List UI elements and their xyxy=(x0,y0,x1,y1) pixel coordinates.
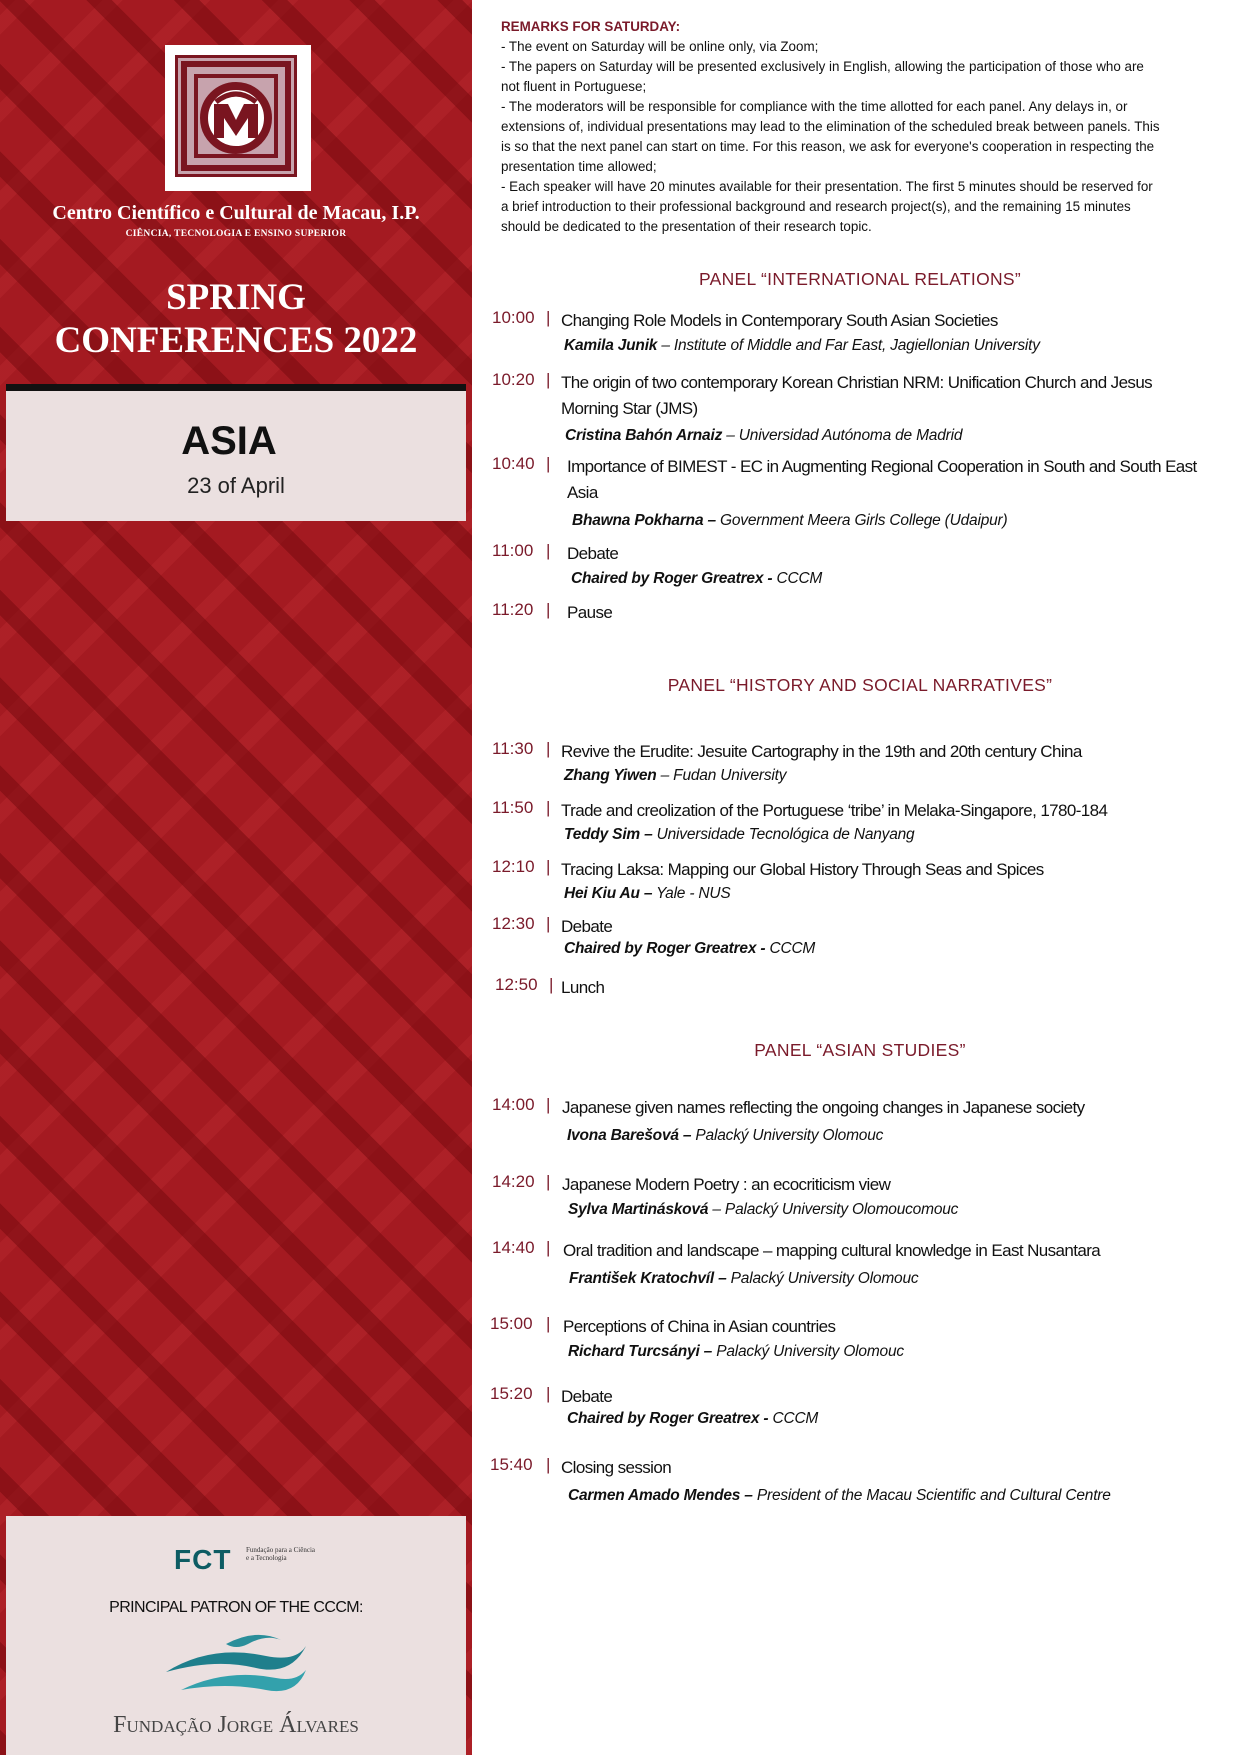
remark-item: - The event on Saturday will be online only, via Zoom; xyxy=(501,39,819,54)
speaker-line xyxy=(564,826,914,844)
talk-title: Pause xyxy=(567,603,613,622)
session-time: 11:30 xyxy=(492,739,534,758)
time-separator: | xyxy=(546,798,551,817)
speaker-affiliation: Palacký University Olomouc xyxy=(730,1270,919,1287)
talk-title: Importance of BIMEST - EC in Augmenting Regional Cooperation in South and South East Asia xyxy=(567,457,1197,502)
remark-item: - Each speaker will have 20 minutes available for their presentation. The first 5 minutes should be reserved for a brief introduction to their professional background and research project(s), and the remaining 15 minutes should be dedicated to the presentation of their research topic. xyxy=(501,179,1153,234)
fct-logo-icon: FCT xyxy=(174,1544,232,1575)
session-time: 14:00 xyxy=(492,1095,535,1114)
session-time: 15:20 xyxy=(490,1384,533,1403)
event-theme: ASIA xyxy=(181,419,277,463)
speaker-line xyxy=(569,1270,918,1288)
session-time: 11:20 xyxy=(492,600,534,619)
time-separator: | xyxy=(546,1455,551,1474)
speaker-affiliation: CCCM xyxy=(769,940,816,957)
remark-item: - The moderators will be responsible for compliance with the time allotted for each panel. Any delays in, or extensions of, individual presentations may lead to the elimination of the scheduled break between panels. This is so that the next panel can start on time. For this reason, we ask for everyone's cooperation in respecting the presentation time allowed; xyxy=(501,99,1160,174)
speaker-name: Carmen Amado Mendes – xyxy=(568,1487,753,1504)
session-time: 15:00 xyxy=(490,1314,533,1333)
speaker-line xyxy=(565,427,962,445)
time-separator: | xyxy=(546,1384,551,1403)
time-separator: | xyxy=(546,370,551,389)
talk-title: Tracing Laksa: Mapping our Global History Through Seas and Spices xyxy=(561,860,1044,879)
remark-item: - The papers on Saturday will be presented exclusively in English, allowing the participation of those who are not fluent in Portuguese; xyxy=(501,59,1144,94)
speaker-name: Chaired by Roger Greatrex - xyxy=(564,940,766,957)
speaker-name: Richard Turcsányi – xyxy=(568,1343,713,1360)
event-theme-box xyxy=(6,384,466,521)
session-time: 10:00 xyxy=(492,308,535,327)
patron-box xyxy=(6,1516,466,1755)
speaker-affiliation: Yale - NUS xyxy=(656,885,731,902)
session-time: 12:10 xyxy=(492,857,535,876)
speaker-line xyxy=(567,1410,818,1428)
session-time: 12:50 xyxy=(495,975,538,994)
fja-waves-icon xyxy=(156,1626,316,1706)
cccm-logo-icon xyxy=(165,45,311,191)
speaker-affiliation: – Palacký University Olomoucomouc xyxy=(712,1201,959,1218)
time-separator: | xyxy=(546,739,551,758)
speaker-name: Ivona Barešová – xyxy=(567,1127,692,1144)
time-separator: | xyxy=(546,1095,551,1114)
speaker-affiliation: CCCM xyxy=(772,1410,819,1427)
speaker-affiliation: CCCM xyxy=(776,570,823,587)
talk-title: Japanese given names reflecting the ongoing changes in Japanese society xyxy=(562,1098,1085,1117)
session-time: 10:20 xyxy=(492,370,535,389)
remarks-block xyxy=(501,17,1161,237)
talk-title: Oral tradition and landscape – mapping cultural knowledge in East Nusantara xyxy=(563,1241,1101,1260)
panel-title: PANEL “ASIAN STUDIES” xyxy=(754,1040,966,1060)
speaker-affiliation: – Universidad Autónoma de Madrid xyxy=(726,427,963,444)
talk-title: Closing session xyxy=(561,1458,672,1477)
speaker-name: Chaired by Roger Greatrex - xyxy=(571,570,773,587)
speaker-affiliation: Government Meera Girls College (Udaipur) xyxy=(720,512,1008,529)
speaker-name: František Kratochvíl – xyxy=(569,1270,727,1287)
event-title-line2: CONFERENCES 2022 xyxy=(54,320,418,361)
speaker-name: Kamila Junik xyxy=(564,337,658,354)
talk-title: Revive the Erudite: Jesuite Cartography in the 19th and 20th century China xyxy=(561,742,1082,761)
time-separator: | xyxy=(549,975,554,994)
speaker-line xyxy=(568,1487,1111,1505)
time-separator: | xyxy=(546,1314,551,1333)
talk-title: Lunch xyxy=(561,978,605,997)
organization-name: Centro Científico e Cultural de Macau, I.P. xyxy=(52,202,420,224)
talk-title: Perceptions of China in Asian countries xyxy=(563,1317,836,1336)
speaker-name: Cristina Bahón Arnaiz xyxy=(565,427,723,444)
session-time: 15:40 xyxy=(490,1455,533,1474)
speaker-line xyxy=(571,570,822,588)
speaker-name: Bhawna Pokharna – xyxy=(572,512,716,529)
talk-title: Debate xyxy=(561,917,613,936)
time-separator: | xyxy=(546,541,551,560)
speaker-line xyxy=(564,767,786,785)
session-time: 11:50 xyxy=(492,798,534,817)
speaker-affiliation: Universidade Tecnológica de Nanyang xyxy=(656,826,915,843)
panel-title: PANEL “HISTORY AND SOCIAL NARRATIVES” xyxy=(667,675,1053,695)
talk-title: Debate xyxy=(567,544,619,563)
speaker-name: Hei Kiu Au – xyxy=(564,885,653,902)
event-date: 23 of April xyxy=(187,473,285,498)
time-separator: | xyxy=(546,857,551,876)
speaker-line xyxy=(567,1127,883,1145)
patron-name: Fundação Jorge Álvares xyxy=(113,1712,359,1738)
talk-title: Changing Role Models in Contemporary South Asian Societies xyxy=(561,311,998,330)
talk-title: Trade and creolization of the Portuguese ‘tribe’ in Melaka-Singapore, 1780-184 xyxy=(561,801,1108,820)
speaker-line xyxy=(564,885,731,903)
talk-title: The origin of two contemporary Korean Christian NRM: Unification Church and Jesus Morning Star (JMS) xyxy=(561,373,1153,418)
speaker-line xyxy=(564,337,1040,355)
speaker-line xyxy=(568,1343,904,1361)
session-time: 11:00 xyxy=(492,541,534,560)
event-title-line1: SPRING xyxy=(166,277,306,318)
panel-title: PANEL “INTERNATIONAL RELATIONS” xyxy=(698,269,1022,289)
speaker-line xyxy=(564,940,815,958)
fct-logo-text: Fundação para a Ciência e a Tecnologia xyxy=(246,1546,315,1562)
speaker-affiliation: President of the Macau Scientific and Cultural Centre xyxy=(756,1487,1111,1504)
talk-title: Japanese Modern Poetry : an ecocriticism view xyxy=(562,1175,891,1194)
organization-subtitle: CIÊNCIA, TECNOLOGIA E ENSINO SUPERIOR xyxy=(125,229,347,239)
speaker-affiliation: – Institute of Middle and Far East, Jagiellonian University xyxy=(661,337,1040,354)
session-time: 10:40 xyxy=(492,454,535,473)
time-separator: | xyxy=(546,454,551,473)
time-separator: | xyxy=(546,1238,551,1257)
sidebar-panel xyxy=(0,0,472,1755)
time-separator: | xyxy=(546,600,551,619)
speaker-line xyxy=(568,1201,958,1219)
patron-label: PRINCIPAL PATRON OF THE CCCM: xyxy=(109,1599,363,1616)
talk-title: Debate xyxy=(561,1387,613,1406)
speaker-affiliation: – Fudan University xyxy=(660,767,787,784)
speaker-affiliation: Palacký University Olomouc xyxy=(695,1127,884,1144)
speaker-name: Teddy Sim – xyxy=(564,826,653,843)
speaker-affiliation: Palacký University Olomouc xyxy=(716,1343,904,1360)
time-separator: | xyxy=(546,308,551,327)
speaker-name: Chaired by Roger Greatrex - xyxy=(567,1410,769,1427)
session-time: 14:40 xyxy=(492,1238,535,1257)
speaker-line xyxy=(572,512,1008,530)
speaker-name: Zhang Yiwen xyxy=(564,767,657,784)
speaker-name: Sylva Martinásková xyxy=(568,1201,709,1218)
session-time: 12:30 xyxy=(492,914,535,933)
time-separator: | xyxy=(546,1172,551,1191)
remarks-title: REMARKS FOR SATURDAY: xyxy=(501,19,681,34)
session-time: 14:20 xyxy=(492,1172,535,1191)
time-separator: | xyxy=(546,914,551,933)
